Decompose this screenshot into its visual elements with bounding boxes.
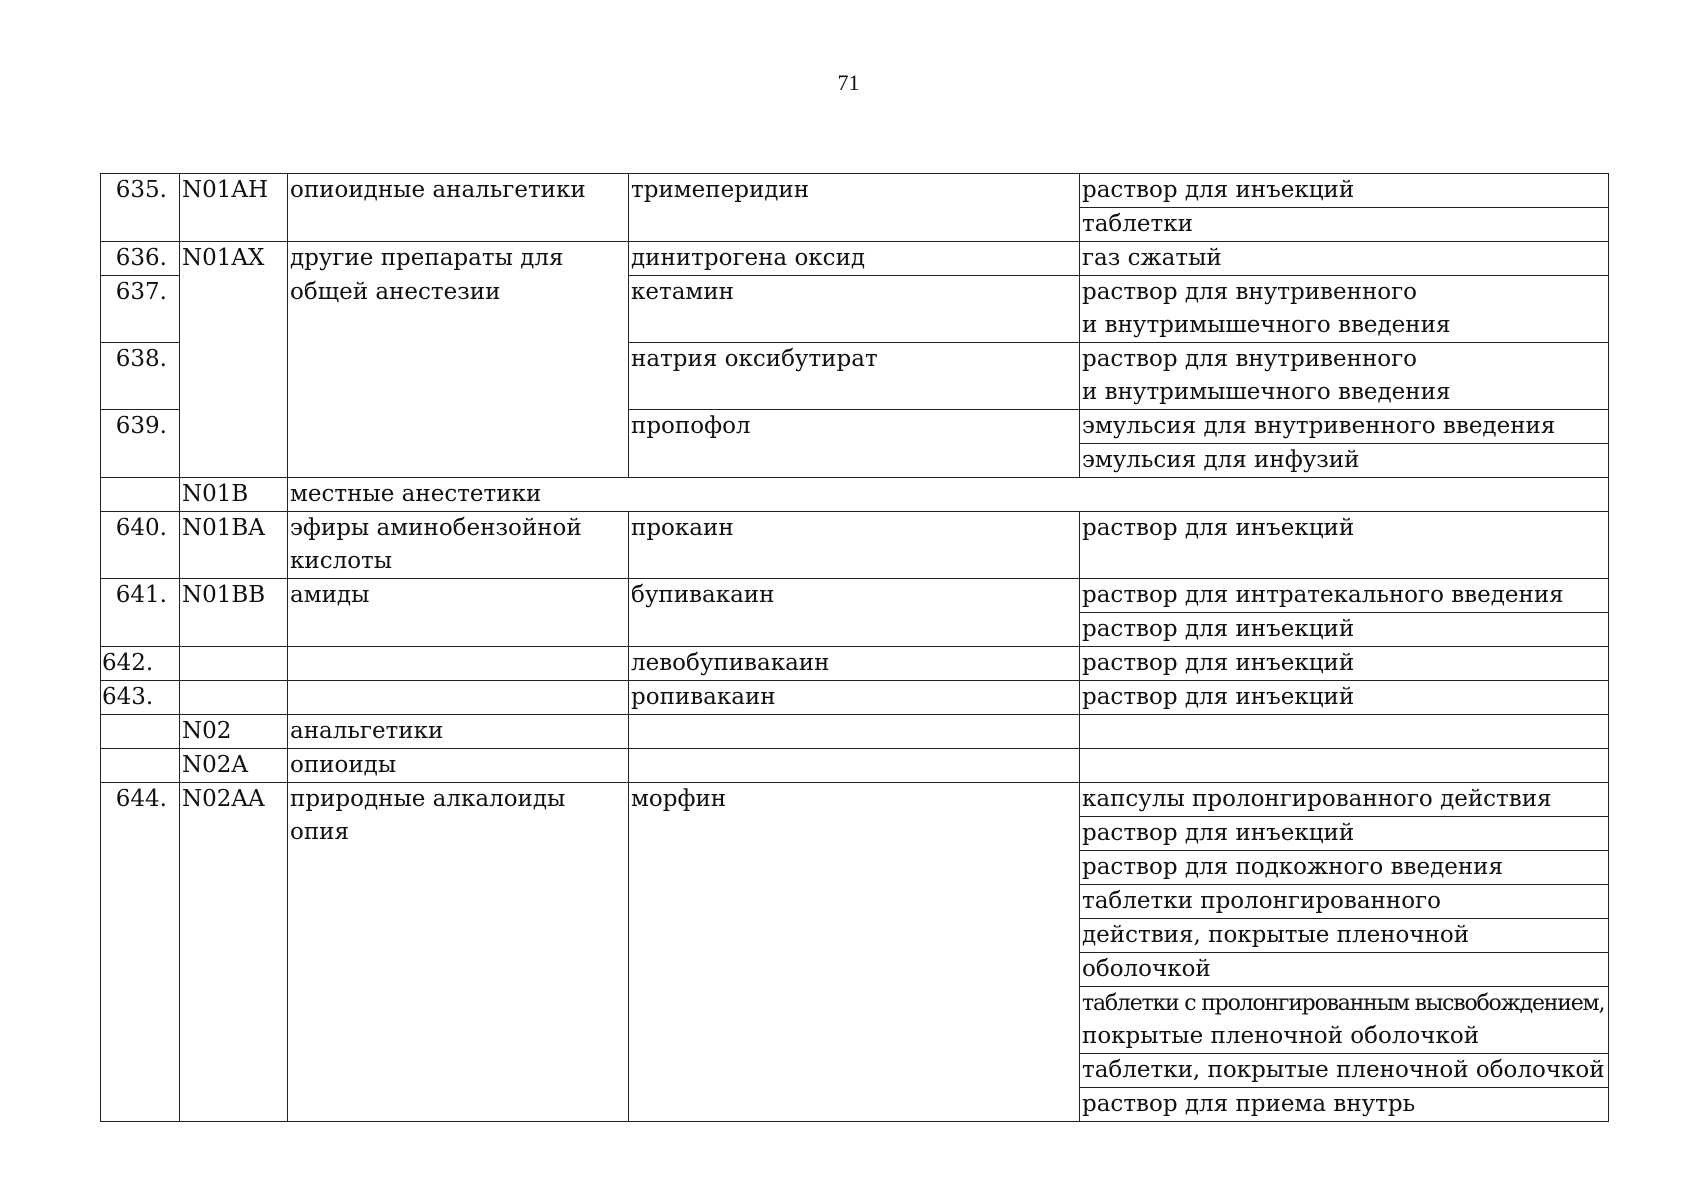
dosage-form — [1080, 276, 1609, 343]
dosage-form: эмульсия для внутривенного введения — [1080, 410, 1609, 444]
table-row — [101, 512, 1609, 579]
dosage-form: таблетки — [1080, 208, 1609, 242]
drug-name: тримеперидин — [629, 174, 1080, 242]
row-number: 639. — [101, 410, 180, 478]
dosage-form: газ сжатый — [1080, 242, 1609, 276]
dosage-form: раствор для приема внутрь — [1080, 1088, 1609, 1122]
drug-name: прокаин — [629, 512, 1080, 579]
group-name-empty — [288, 410, 629, 478]
row-number: 644. — [101, 783, 180, 1122]
row-number: 635. — [101, 174, 180, 242]
atc-code-empty — [180, 276, 288, 343]
dosage-form — [1080, 343, 1609, 410]
dosage-form: раствор для интратекального введения — [1080, 579, 1609, 613]
dosage-form: раствор для инъекций — [1080, 647, 1609, 681]
row-number: 637. — [101, 276, 180, 343]
row-number: 640. — [101, 512, 180, 579]
table-row — [101, 715, 1609, 749]
group-name-line: кислоты — [290, 548, 393, 574]
atc-code: N01BA — [180, 512, 288, 579]
dosage-form-line: и внутримышечного введения — [1082, 379, 1451, 405]
table-row — [101, 478, 1609, 512]
drug-name: натрия оксибутират — [629, 343, 1080, 410]
dosage-form — [1080, 987, 1609, 1054]
drug-name: динитрогена оксид — [629, 242, 1080, 276]
row-number: 641. — [101, 579, 180, 647]
dosage-form: таблетки, покрытые пленочной оболочкой — [1080, 1054, 1609, 1088]
medicines-table — [100, 173, 1609, 1122]
group-name-line: опия — [290, 819, 350, 845]
dosage-form-line: и внутримышечного введения — [1082, 312, 1451, 338]
group-name: амиды — [288, 579, 629, 647]
table-row — [101, 783, 1609, 817]
table-row — [101, 276, 1609, 343]
dosage-form: раствор для инъекций — [1080, 681, 1609, 715]
dosage-form: раствор для инъекций — [1080, 174, 1609, 208]
group-name: другие препараты для — [288, 242, 629, 276]
table-row — [101, 174, 1609, 208]
table-row — [101, 410, 1609, 444]
drug-name: морфин — [629, 783, 1080, 1122]
drug-name-empty — [629, 749, 1080, 783]
dosage-form-empty — [1080, 749, 1609, 783]
dosage-form-line: покрытые пленочной оболочкой — [1082, 1023, 1480, 1049]
dosage-form-line: таблетки с пролонгированным высвобождением, — [1082, 991, 1605, 1016]
group-name: опиоиды — [288, 749, 629, 783]
drug-name: кетамин — [629, 276, 1080, 343]
group-name-line: эфиры аминобензойной — [290, 515, 582, 541]
row-number-empty — [101, 478, 180, 512]
table-row — [101, 681, 1609, 715]
dosage-form: раствор для инъекций — [1080, 512, 1609, 579]
dosage-form: раствор для инъекций — [1080, 817, 1609, 851]
dosage-form: раствор для подкожного введения — [1080, 851, 1609, 885]
drug-name: бупивакаин — [629, 579, 1080, 647]
dosage-form: раствор для инъекций — [1080, 613, 1609, 647]
atc-code-empty — [180, 343, 288, 410]
group-name-empty — [288, 647, 629, 681]
group-name-empty — [288, 681, 629, 715]
drug-name: пропофол — [629, 410, 1080, 478]
group-name: общей анестезии — [288, 276, 629, 343]
table-row — [101, 647, 1609, 681]
table-row — [101, 579, 1609, 613]
group-name: анальгетики — [288, 715, 629, 749]
atc-code-empty — [180, 681, 288, 715]
dosage-form: таблетки пролонгированного — [1080, 885, 1609, 919]
table-row — [101, 242, 1609, 276]
dosage-form-line: раствор для внутривенного — [1082, 279, 1418, 305]
group-name: опиоидные анальгетики — [288, 174, 629, 242]
atc-code: N02AA — [180, 783, 288, 1122]
dosage-form: эмульсия для инфузий — [1080, 444, 1609, 478]
row-number: 642. — [101, 647, 180, 681]
atc-code: N02A — [180, 749, 288, 783]
group-name — [288, 783, 629, 1122]
table-row — [101, 749, 1609, 783]
row-number-empty — [101, 715, 180, 749]
dosage-form: капсулы пролонгированного действия — [1080, 783, 1609, 817]
dosage-form-empty — [1080, 715, 1609, 749]
dosage-form-line: раствор для внутривенного — [1082, 346, 1418, 372]
atc-code-empty — [180, 647, 288, 681]
atc-code: N01AH — [180, 174, 288, 242]
table-row — [101, 343, 1609, 410]
group-name-line: природные алкалоиды — [290, 786, 566, 812]
atc-code: N01AX — [180, 242, 288, 276]
group-name: местные анестетики — [288, 478, 1609, 512]
drug-name: ропивакаин — [629, 681, 1080, 715]
drug-name: левобупивакаин — [629, 647, 1080, 681]
page-number: 71 — [837, 70, 860, 95]
atc-code: N01B — [180, 478, 288, 512]
group-name — [288, 512, 629, 579]
row-number: 638. — [101, 343, 180, 410]
atc-code: N02 — [180, 715, 288, 749]
atc-code-empty — [180, 410, 288, 478]
drug-name-empty — [629, 715, 1080, 749]
row-number-empty — [101, 749, 180, 783]
row-number: 643. — [101, 681, 180, 715]
dosage-form: действия, покрытые пленочной — [1080, 919, 1609, 953]
row-number: 636. — [101, 242, 180, 276]
dosage-form: оболочкой — [1080, 953, 1609, 987]
group-name-empty — [288, 343, 629, 410]
atc-code: N01BB — [180, 579, 288, 647]
